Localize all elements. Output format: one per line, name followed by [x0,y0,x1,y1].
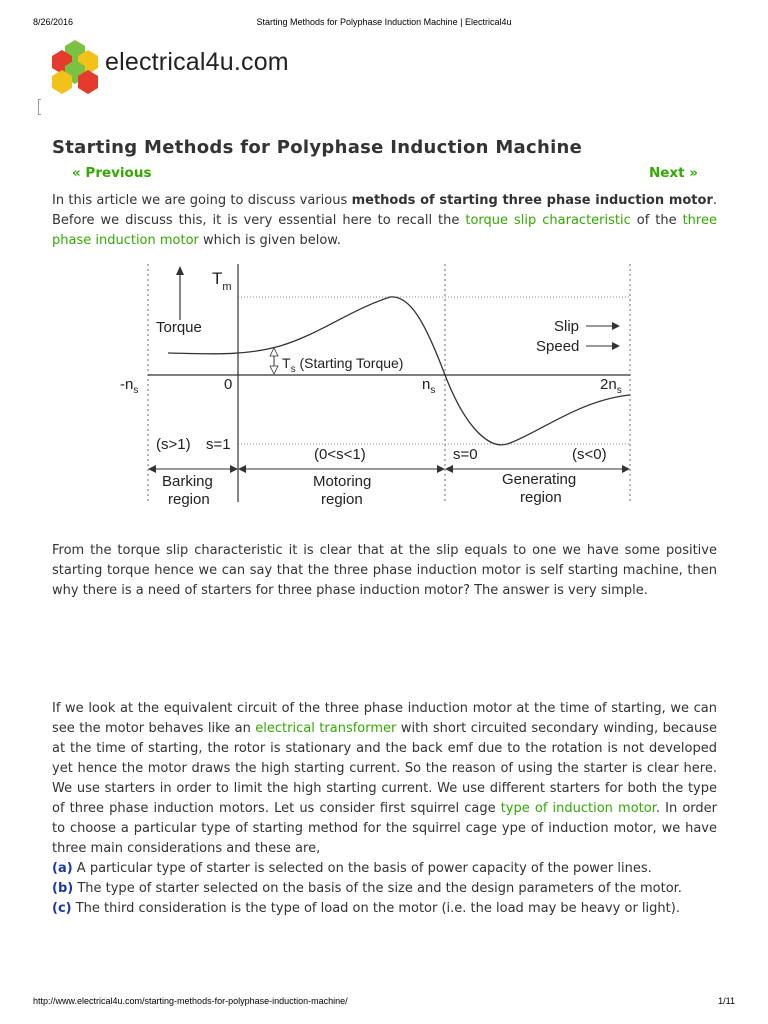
ns-label: $n_s$ [422,376,436,396]
arrow-head [148,465,156,473]
item-tag-a: (a) [52,861,73,876]
electrical-transformer-link[interactable]: electrical transformer [255,721,397,736]
arrow-head [445,465,453,473]
arrow-head [238,465,246,473]
para-text: If we look at the equivalent circuit of the three phase induction motor at the time of starting, we can see the motor behaves like an [52,701,717,736]
generating-region-label: region [520,489,562,506]
logo-text: electrical4u.com [105,48,289,76]
generating-label: Generating [502,471,577,488]
slip-arrow-head [612,322,620,330]
arrow-head [230,465,238,473]
arrow-head [622,465,630,473]
item-text: The type of starter selected on the basis of the size and the design parameters of the motor. [73,881,682,896]
logo-hexagon-icon [47,38,103,94]
slip-gt1-label: (s>1) [156,436,191,453]
item-tag-b: (b) [52,881,74,896]
item-tag-c: (c) [52,901,72,916]
intro-text: which is given below. [198,233,341,248]
zero-label: 0 [224,376,233,393]
starting-torque-paragraph: From the torque slip characteristic it is clear that at the slip equals to one we have some positive starting torque hence we can say that the three phase induction motor is self starting machine, then why there is a need of starters for three phase induction motor? The answer is very simple. [52,543,717,598]
page-title: Starting Methods for Polyphase Induction Machine [52,137,583,158]
equivalent-circuit-paragraph [52,699,717,919]
two-ns-label: $2n_s$ [600,376,622,396]
barking-label: Barking [162,473,213,490]
torque-slip-diagram [110,262,640,512]
motoring-label: Motoring [313,473,372,490]
motoring-region-label: region [321,491,363,508]
print-date: 8/26/2016 [33,17,74,27]
item-text: The third consideration is the type of load on the motor (i.e. the load may be heavy or light). [71,901,680,916]
torque-arrow-head [176,266,184,275]
intro-paragraph [52,191,717,251]
next-link[interactable]: Next » [648,165,698,181]
slip-lt0-label: (s<0) [572,446,607,463]
starting-torque-label: $T_s$ (Starting Torque) [282,355,404,375]
torque-slip-link[interactable]: torque slip characteristic [465,213,631,228]
intro-text: of the [630,213,683,228]
item-text: A particular type of starter is selected on the basis of power capacity of the power lines. [72,861,652,876]
neg-ns-label: $-n_s$ [120,376,139,396]
intro-bold: methods of starting three phase induction motor [351,193,713,208]
slip-eq1-label: s=1 [206,436,231,453]
para-text: with short circuited secondary winding, because at the time of starting, the rotor is stationary and the back emf due to the rotation is not developed yet hence the motor draws the high starting current. So the reason of using the starter is clear here. We use starters in order to limit the high starting current. We use different starters for both the type of three phase induction motors. Let us consider first squirrel cage [52,721,717,816]
print-title: Starting Methods for Polyphase Induction Machine | Electrical4u [256,17,512,27]
arrow-head [437,465,445,473]
intro-text: . Before we discuss this, it is very essential here to recall the [52,193,717,228]
induction-motor-link[interactable]: three phase induction motor [52,213,717,248]
ts-arrow-head [270,348,278,356]
speed-arrow-head [612,342,620,350]
site-logo[interactable] [47,38,317,94]
barking-region-label: region [168,491,210,508]
tm-label: $T_m$ [212,269,232,293]
speed-label: Speed [536,338,580,355]
print-footer [33,996,735,1008]
torque-label: Torque [156,319,202,336]
slip-eq0-label: s=0 [453,446,478,463]
induction-motor-type-link[interactable]: type of induction motor [500,801,656,816]
previous-link[interactable]: « Previous [72,165,152,181]
print-url[interactable]: http://www.electrical4u.com/starting-methods-for-polyphase-induction-machine/ [33,996,348,1006]
ts-arrow-head [270,366,278,374]
print-header [33,17,735,29]
slip-mid-label: (0<s<1) [314,446,366,463]
intro-text: In this article we are going to discuss various [52,193,352,208]
slip-label: Slip [554,318,580,335]
page-number: 1/11 [718,996,735,1006]
divider-bracket [38,99,41,115]
para-text: . In order to choose a particular type of starting method for the squirrel cage ype of induction motor, we have three main considerations and these are, [52,801,717,856]
